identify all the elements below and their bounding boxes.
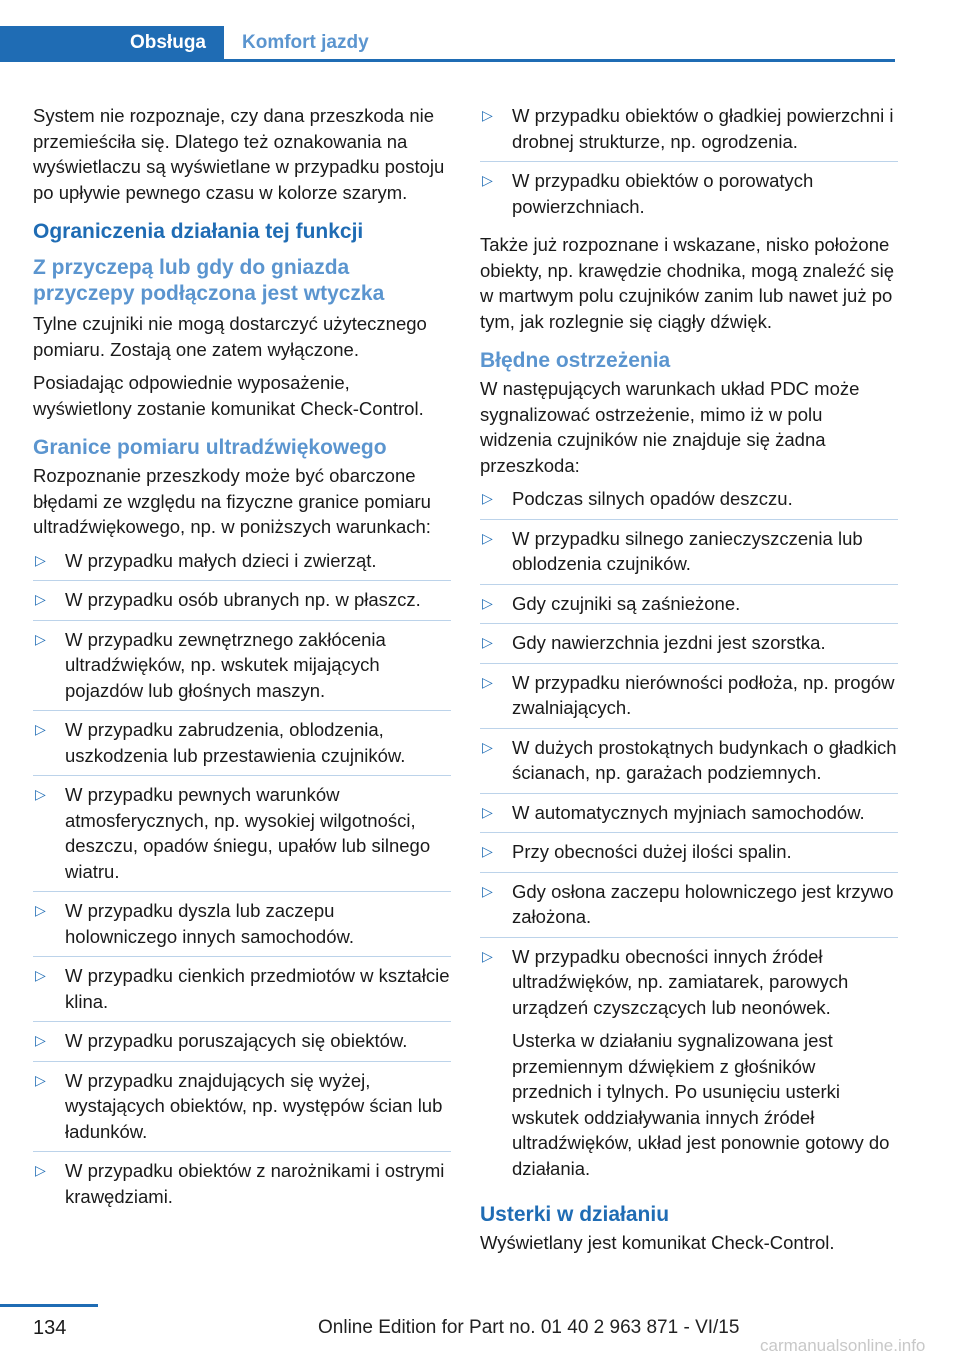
false-warnings-list — [480, 486, 898, 1188]
list-item-text: W przypadku silnego zanieczyszczenia lub oblodzenia czujników. — [512, 527, 863, 574]
list-item — [33, 1158, 451, 1216]
triangle-bullet-icon: ▷ — [35, 591, 46, 607]
list-item-text: W automatycznych myjniach samochodów. — [512, 801, 865, 823]
header-rule — [0, 59, 895, 62]
triangle-bullet-icon: ▷ — [35, 902, 46, 918]
list-item — [480, 103, 898, 162]
list-item-text: Przy obecności dużej ilości spalin. — [512, 841, 792, 862]
section-tab-inactive: Komfort jazdy — [242, 32, 369, 53]
list-item-text: W przypadku zabrudzenia, oblodzenia, uszkodzenia lub przestawienia czujników. — [65, 719, 406, 766]
triangle-bullet-icon: ▷ — [35, 551, 46, 568]
page-number: 134 — [33, 1317, 67, 1339]
intro-paragraph: System nie rozpoznaje, czy dana przeszkoda nie przemieściła się. Dlatego też oznakowania na wyświetlaczu są wyświetlane w przypadku postoju po upływie pewnego czasu w kolorze szarym. — [33, 105, 445, 203]
list-item-text: W przypadku dyszla lub zaczepu holowniczego innych samochodów. — [65, 900, 354, 947]
list-item — [33, 782, 451, 892]
left-column — [33, 103, 451, 1222]
heading-false-warnings: Błędne ostrzeżenia — [480, 349, 671, 372]
list-item — [480, 800, 898, 834]
list-item — [480, 591, 898, 625]
section-tab-label: Obsługa — [129, 31, 206, 53]
list-item-text: W przypadku zewnętrznego zakłócenia ultradźwięków, np. wskutek mijających pojazdów lub głośnych maszyn. — [65, 628, 386, 701]
ultrasonic-list — [33, 548, 451, 1217]
triangle-bullet-icon: ▷ — [35, 630, 46, 647]
list-item-text: W przypadku obiektów z narożnikami i ostrymi krawędziami. — [65, 1160, 445, 1207]
list-item-text: W przypadku cienkich przedmiotów w kształcie klina. — [65, 965, 450, 1012]
ultrasonic-paragraph: Rozpoznanie przeszkody może być obarczone błędami ze względu na fizyczne granice pomiaru ultradźwiękowego, np. w poniższych warunkach: — [33, 465, 431, 537]
false-warnings-paragraph: W następujących warunkach układ PDC może sygnalizować ostrzeżenie, mimo iż w polu widzenia czujników nie znajduje się żadna przeszkoda: — [480, 378, 860, 476]
list-item-text: Gdy nawierzchnia jezdni jest szorstka. — [512, 632, 826, 653]
list-item — [480, 839, 898, 873]
trailer-paragraph-2: Posiadając odpowiednie wyposażenie, wyświetlony zostanie komunikat Check-Control. — [33, 372, 424, 419]
list-item-text: W przypadku obiektów o gładkiej powierzchni i drobnej strukturze, np. ogrodzenia. — [512, 105, 894, 152]
heading-ultrasonic: Granice pomiaru ultradźwiękowego — [33, 436, 387, 459]
triangle-bullet-icon: ▷ — [482, 738, 493, 755]
triangle-bullet-icon: ▷ — [35, 1032, 46, 1048]
list-item — [33, 963, 451, 1022]
list-item-text: Gdy czujniki są zaśnieżone. — [512, 592, 741, 614]
heading-faults: Usterki w działaniu — [480, 1203, 670, 1226]
list-item — [480, 944, 898, 1189]
list-item — [480, 879, 898, 938]
list-item-text: W dużych prostokątnych budynkach o gładkich ścianach, np. garażach podziemnych. — [512, 736, 897, 783]
triangle-bullet-icon: ▷ — [35, 967, 46, 983]
list-item-note: Usterka w działaniu sygnalizowana jest przemiennym dźwiękiem z głośników przednich i tylnych. Po usunięciu usterki wskutek oddziaływania innych źródeł ultradźwięków, układ jest ponownie gotowy do działania. — [512, 1030, 890, 1179]
triangle-bullet-icon: ▷ — [482, 803, 493, 820]
list-item-text: Podczas silnych opadów deszczu. — [512, 488, 793, 509]
triangle-bullet-icon: ▷ — [482, 594, 493, 611]
faults-paragraph: Wyświetlany jest komunikat Check-Control. — [480, 1232, 835, 1253]
list-item — [33, 898, 451, 957]
heading-limits: Ograniczenia działania tej funkcji — [33, 220, 364, 243]
list-item — [33, 1028, 451, 1062]
triangle-bullet-icon: ▷ — [482, 947, 493, 964]
list-item — [480, 486, 898, 520]
surface-list — [480, 103, 898, 226]
triangle-bullet-icon: ▷ — [35, 786, 46, 802]
triangle-bullet-icon: ▷ — [35, 1162, 46, 1178]
list-item — [480, 630, 898, 664]
list-item-text: W przypadku obecności innych źródeł ultradźwięków, np. zamiatarek, parowych urządzeń czyszczących lub neonówek. — [512, 945, 849, 1018]
list-item-text: W przypadku osób ubranych np. w płaszcz. — [65, 589, 421, 610]
list-item-text: W przypadku poruszających się obiektów. — [65, 1030, 408, 1051]
trailer-paragraph-1: Tylne czujniki nie mogą dostarczyć użytecznego pomiaru. Zostają one zatem wyłączone. — [33, 313, 427, 360]
list-item — [33, 717, 451, 776]
list-item-text: W przypadku znajdujących się wyżej, wystających obiektów, np. występów ścian lub ładunków. — [65, 1069, 443, 1142]
triangle-bullet-icon: ▷ — [482, 172, 493, 188]
list-item — [480, 735, 898, 794]
triangle-bullet-icon: ▷ — [482, 634, 493, 650]
watermark: carmanualsonline.info — [760, 1336, 926, 1355]
list-item-text: W przypadku nierówności podłoża, np. progów zwalniających. — [512, 671, 895, 718]
footer-rule — [0, 1304, 98, 1307]
triangle-bullet-icon: ▷ — [482, 882, 493, 899]
triangle-bullet-icon: ▷ — [482, 107, 493, 123]
triangle-bullet-icon: ▷ — [482, 673, 493, 690]
list-item-text: W przypadku obiektów o porowatych powierzchniach. — [512, 170, 814, 217]
edition-note: Online Edition for Part no. 01 40 2 963 871 - VI/15 — [318, 1317, 740, 1338]
list-item — [480, 168, 898, 226]
triangle-bullet-icon: ▷ — [482, 490, 493, 506]
triangle-bullet-icon: ▷ — [482, 843, 493, 859]
low-objects-paragraph: Także już rozpoznane i wskazane, nisko położone obiekty, np. krawędzie chodnika, mogą znaleźć się w martwym polu czujników zanim lub nawet już po tym, jak rozlegnie się ciągły dźwięk. — [480, 234, 895, 332]
right-column — [480, 103, 898, 1264]
page-header — [0, 26, 895, 62]
section-tab-active — [0, 26, 224, 59]
list-item-text: W przypadku małych dzieci i zwierząt. — [65, 549, 377, 571]
list-item — [33, 1068, 451, 1153]
list-item — [33, 627, 451, 712]
triangle-bullet-icon: ▷ — [482, 529, 493, 546]
list-item — [480, 526, 898, 585]
heading-trailer: Z przyczepą lub gdy do gniazda przyczepy podłączona jest wtyczka — [33, 256, 385, 305]
list-item-text: W przypadku pewnych warunków atmosferycznych, np. wysokiej wilgotności, deszczu, opadów śniegu, upałów lub silnego wiatru. — [65, 784, 431, 882]
triangle-bullet-icon: ▷ — [35, 721, 46, 737]
list-item — [33, 548, 451, 582]
list-item — [480, 670, 898, 729]
list-item — [33, 587, 451, 621]
list-item-text: Gdy osłona zaczepu holowniczego jest krzywo założona. — [512, 880, 894, 927]
triangle-bullet-icon: ▷ — [35, 1071, 46, 1088]
